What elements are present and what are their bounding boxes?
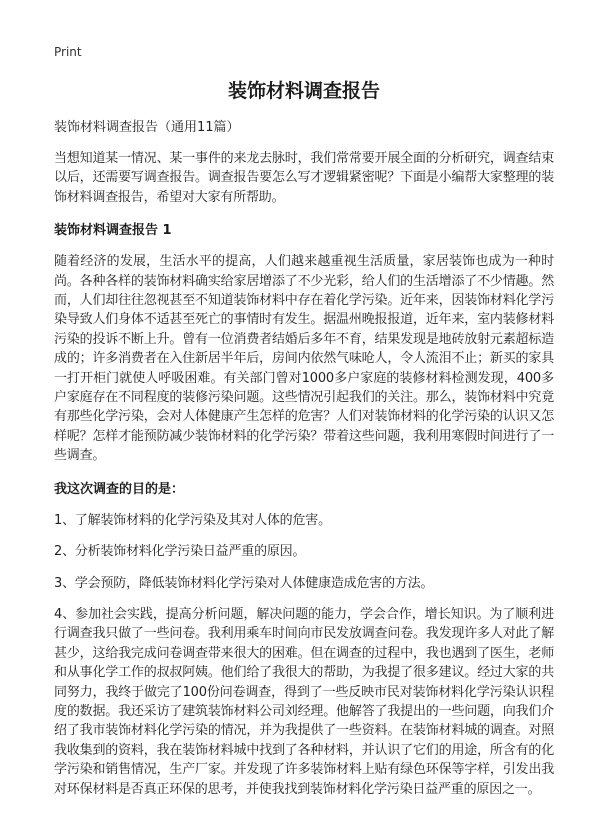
purpose-item-1: 1、了解装饰材料的化学污染及其对人体的危害。 — [54, 512, 331, 528]
purpose-item-4: 4、参加社会实践，提高分析问题，解决问题的能力，学会合作，增长知识。为了顺利进行调查我只做了一些问卷。我利用乘车时间向市民发放调查问卷。我发现许多人对此了解甚少，这给我完成问卷调查带来很大的困难。但在调查的过程中，我也遇到了医生，老师和从事化学工作的叔叔阿姨。他们给了我很大的帮助，为我提了很多建议。经过大家的共同努力，我终于做完了100份问卷调查，得到了一些反映市民对装饰材料化学污染认识程度的数据。我还采访了建筑装饰材料公司刘经理。他解答了我提出的一些问题，向我们介绍了我市装饰材料化学污染的情况，并为我提供了一些资料。在装饰材料城的调查。对照我收集到的资料，我在装饰材料城中找到了各种材料，并认识了它们的用途，所含有的化学污染和销售情况，生产厂家。并发现了许多装饰材料上贴有绿色环保等字样，引发出我对环保材料是否真正环保的思考，并使我找到装饰材料化学污染日益严重的原因之一。 — [54, 606, 554, 797]
print-link[interactable]: Print — [54, 45, 82, 59]
intro-paragraph: 当想知道某一情况、某一事件的来龙去脉时，我们常常要开展全面的分析研究，调查结束以后，还需要写调查报告。调查报告要怎么写才逻辑紧密呢？下面是小编帮大家整理的装饰材料调查报告，希望对大家有所帮助。 — [54, 151, 554, 205]
section-body-paragraph: 随着经济的发展，生活水平的提高，人们越来越重视生活质量，家居装饰也成为一种时尚。各种各样的装饰材料确实给家居增添了不少光彩，给人们的生活增添了不少情趣。然而，人们却往往忽视甚至不知道装饰材料中存在着化学污染。近年来，因装饰材料化学污染导致人们身体不适甚至死亡的事情时有发生。据温州晚报报道，近年来，室内装修材料污染的投诉不断上升。曾有一位消费者结婚后多年不育，结果发现是地砖放射元素超标造成的；许多消费者在入住新居半年后，房间内依然气味呛人，令人流泪不止；新买的家具一打开柜门就使人呼吸困难。有关部门曾对1000多户家庭的装修材料检测发现，400多户家庭存在不同程度的装修污染问题。这些情况引起我们的关注。那么，装饰材料中究竟有那些化学污染，会对人体健康产生怎样的危害？人们对装饰材料的化学污染的认识又怎样呢？怎样才能预防减少装饰材料的化学污染？带着这些问题，我利用寒假时间进行了一些调查。 — [54, 254, 554, 464]
section-heading: 装饰材料调查报告 1 — [54, 223, 172, 239]
document-body — [54, 78, 554, 811]
purpose-item-2: 2、分析装饰材料化学污染日益严重的原因。 — [54, 544, 306, 560]
purpose-heading: 我这次调查的目的是： — [54, 481, 185, 497]
document-subtitle: 装饰材料调查报告（通用11篇） — [54, 120, 240, 135]
page-title: 装饰材料调查报告 — [227, 80, 380, 102]
purpose-item-3: 3、学会预防，降低装饰材料化学污染对人体健康造成危害的方法。 — [54, 575, 434, 591]
